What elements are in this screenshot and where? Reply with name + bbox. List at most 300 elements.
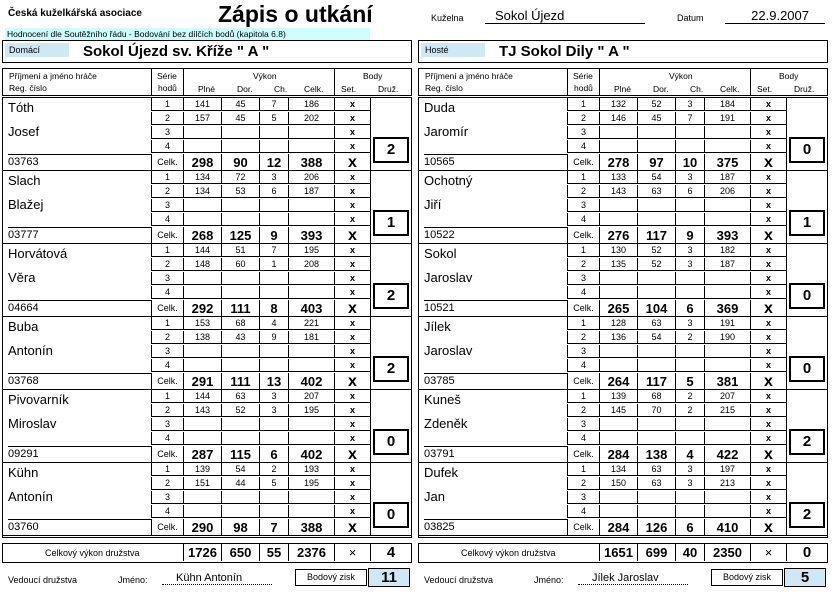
series-value bbox=[288, 199, 334, 212]
set-mark: x bbox=[334, 185, 370, 198]
player-total-value: 393 bbox=[288, 227, 334, 244]
total-label: Celk. bbox=[151, 519, 183, 536]
series-value: 45 bbox=[637, 112, 675, 125]
team-total-points: 0 bbox=[786, 544, 827, 561]
series-row bbox=[567, 418, 786, 431]
set-mark: x bbox=[334, 154, 370, 171]
series-value bbox=[259, 359, 288, 372]
series-value bbox=[288, 491, 334, 504]
series-value: 3 bbox=[675, 317, 704, 330]
player-total-value: 381 bbox=[704, 373, 750, 390]
player-total-value: 410 bbox=[704, 519, 750, 536]
series-value bbox=[675, 345, 704, 358]
set-mark: x bbox=[750, 272, 786, 285]
series-value: 128 bbox=[599, 317, 637, 330]
player-total-value: 264 bbox=[599, 373, 637, 390]
player-reg-number: 10521 bbox=[424, 300, 567, 317]
series-number: 2 bbox=[151, 404, 183, 417]
series-value: 68 bbox=[221, 317, 259, 330]
series-value: 3 bbox=[675, 171, 704, 184]
points-gain-value: 5 bbox=[784, 568, 826, 587]
player-surname: Jílek bbox=[424, 319, 451, 334]
series-value: 187 bbox=[288, 185, 334, 198]
series-value: 134 bbox=[183, 171, 221, 184]
series-value bbox=[288, 213, 334, 226]
player-name-cell bbox=[3, 390, 151, 463]
col-name-header: Příjmení a jméno hráče bbox=[9, 71, 97, 81]
series-value: 5 bbox=[259, 477, 288, 490]
set-mark: x bbox=[334, 213, 370, 226]
set-mark: x bbox=[334, 126, 370, 139]
player-firstname: Josef bbox=[8, 124, 40, 139]
team-points-cell bbox=[370, 171, 411, 244]
series-value bbox=[599, 432, 637, 445]
series-value: 51 bbox=[221, 244, 259, 257]
series-value bbox=[259, 418, 288, 431]
series-value: 143 bbox=[183, 404, 221, 417]
team-points-cell bbox=[370, 244, 411, 317]
series-value: 53 bbox=[221, 185, 259, 198]
series-value bbox=[183, 126, 221, 139]
total-row bbox=[567, 519, 786, 536]
player-name-cell bbox=[3, 317, 151, 390]
series-value bbox=[675, 213, 704, 226]
player-total-value: 9 bbox=[675, 227, 704, 244]
series-value bbox=[637, 272, 675, 285]
set-mark: x bbox=[750, 505, 786, 518]
set-mark: x bbox=[750, 244, 786, 257]
series-value bbox=[704, 286, 750, 299]
series-value bbox=[675, 505, 704, 518]
page-title: Zápis o utkání bbox=[218, 1, 373, 27]
team-points-value: 0 bbox=[789, 356, 825, 382]
scoring-note: Hodnocení dle Soutěžního řádu - Bodování bez dílčích bodů (kapitola 6.8) bbox=[5, 28, 370, 40]
set-mark: x bbox=[334, 199, 370, 212]
total-label: Celk. bbox=[151, 300, 183, 317]
series-value bbox=[704, 491, 750, 504]
series-row bbox=[151, 418, 370, 431]
player-total-value: 117 bbox=[637, 373, 675, 390]
series-row bbox=[567, 505, 786, 518]
col-name-header: Příjmení a jméno hráče bbox=[425, 71, 513, 81]
series-value: 52 bbox=[637, 244, 675, 257]
player-block bbox=[419, 244, 827, 317]
series-value bbox=[221, 213, 259, 226]
series-value bbox=[221, 272, 259, 285]
player-firstname: Miroslav bbox=[8, 416, 57, 431]
team-name: TJ Sokol Dily " A " bbox=[499, 43, 630, 60]
player-firstname: Věra bbox=[8, 270, 36, 285]
column-headers bbox=[418, 68, 828, 96]
series-row bbox=[151, 505, 370, 518]
player-surname: Slach bbox=[8, 173, 41, 188]
series-value: 7 bbox=[259, 98, 288, 111]
player-total-value: 4 bbox=[675, 446, 704, 463]
series-value bbox=[183, 418, 221, 431]
player-total-value: 290 bbox=[183, 519, 221, 536]
series-value bbox=[599, 418, 637, 431]
col-plne-header: Plné bbox=[198, 84, 216, 94]
series-value bbox=[675, 359, 704, 372]
series-value: 72 bbox=[221, 171, 259, 184]
series-number: 2 bbox=[151, 112, 183, 125]
total-label: Celk. bbox=[567, 519, 599, 536]
player-reg-number: 03777 bbox=[8, 227, 151, 244]
leader-label: Vedoucí družstva bbox=[424, 575, 494, 585]
col-dor-header: Dor. bbox=[653, 84, 669, 94]
set-mark: x bbox=[750, 491, 786, 504]
team-name: Sokol Újezd sv. Kříže " A " bbox=[83, 43, 270, 60]
series-row bbox=[151, 317, 370, 330]
series-row bbox=[151, 286, 370, 299]
series-value: 186 bbox=[288, 98, 334, 111]
series-value: 191 bbox=[704, 317, 750, 330]
player-firstname: Antonín bbox=[8, 343, 53, 358]
player-firstname: Jan bbox=[424, 489, 445, 504]
team-total-mark: × bbox=[750, 544, 786, 561]
player-reg-number: 03760 bbox=[8, 519, 151, 536]
team-total-label: Celkový výkon družstva bbox=[461, 548, 556, 558]
player-name-cell bbox=[419, 317, 567, 390]
set-mark: x bbox=[334, 345, 370, 358]
series-number: 4 bbox=[151, 432, 183, 445]
set-mark: x bbox=[334, 112, 370, 125]
series-number: 4 bbox=[567, 213, 599, 226]
set-mark: x bbox=[334, 272, 370, 285]
series-value bbox=[288, 505, 334, 518]
series-value bbox=[599, 140, 637, 153]
player-total-value: 388 bbox=[288, 154, 334, 171]
set-mark: x bbox=[334, 98, 370, 111]
player-block bbox=[3, 390, 411, 463]
player-grid bbox=[418, 97, 828, 538]
series-value bbox=[221, 359, 259, 372]
points-gain-value: 11 bbox=[368, 568, 410, 587]
series-value bbox=[704, 418, 750, 431]
player-surname: Kuneš bbox=[424, 392, 461, 407]
series-value bbox=[599, 272, 637, 285]
series-value bbox=[599, 286, 637, 299]
player-total-value: 115 bbox=[221, 446, 259, 463]
series-number: 1 bbox=[567, 98, 599, 111]
series-number: 4 bbox=[567, 359, 599, 372]
team-total-value: 650 bbox=[221, 544, 259, 561]
player-surname: Dufek bbox=[424, 465, 458, 480]
team-bar bbox=[2, 40, 412, 63]
series-value: 63 bbox=[637, 477, 675, 490]
player-total-value: 90 bbox=[221, 154, 259, 171]
set-mark: x bbox=[334, 244, 370, 257]
series-value: 141 bbox=[183, 98, 221, 111]
series-value: 63 bbox=[637, 463, 675, 476]
series-value bbox=[599, 199, 637, 212]
series-value: 9 bbox=[259, 331, 288, 344]
set-mark: x bbox=[750, 98, 786, 111]
team-total-value: 40 bbox=[675, 544, 704, 561]
series-row bbox=[151, 432, 370, 445]
name-label: Jméno: bbox=[118, 575, 148, 585]
series-value: 202 bbox=[288, 112, 334, 125]
series-number: 3 bbox=[151, 126, 183, 139]
player-total-value: 369 bbox=[704, 300, 750, 317]
series-value bbox=[675, 272, 704, 285]
set-mark: x bbox=[750, 331, 786, 344]
series-value bbox=[637, 213, 675, 226]
player-total-value: 298 bbox=[183, 154, 221, 171]
set-mark: x bbox=[334, 258, 370, 271]
player-surname: Kühn bbox=[8, 465, 39, 480]
player-name-cell bbox=[3, 171, 151, 244]
team-points-value: 2 bbox=[373, 283, 409, 309]
series-value bbox=[288, 432, 334, 445]
series-number: 1 bbox=[151, 390, 183, 403]
player-total-value: 287 bbox=[183, 446, 221, 463]
points-gain-label: Bodový zisk bbox=[295, 569, 367, 586]
series-value: 43 bbox=[221, 331, 259, 344]
series-value: 207 bbox=[288, 390, 334, 403]
series-value bbox=[675, 418, 704, 431]
series-row bbox=[567, 286, 786, 299]
team-total-value: 55 bbox=[259, 544, 288, 561]
series-value bbox=[288, 126, 334, 139]
col-series-divider bbox=[567, 69, 568, 95]
series-number: 1 bbox=[567, 390, 599, 403]
series-value bbox=[637, 505, 675, 518]
series-number: 2 bbox=[567, 477, 599, 490]
player-total-value: 393 bbox=[704, 227, 750, 244]
col-reg-header: Reg. číslo bbox=[9, 83, 47, 93]
series-value: 132 bbox=[599, 98, 637, 111]
series-number: 4 bbox=[151, 286, 183, 299]
player-block bbox=[3, 171, 411, 244]
team-points-cell bbox=[786, 463, 827, 536]
player-total-value: 12 bbox=[259, 154, 288, 171]
series-value: 63 bbox=[637, 317, 675, 330]
player-total-value: 422 bbox=[704, 446, 750, 463]
series-row bbox=[567, 140, 786, 153]
series-row bbox=[151, 185, 370, 198]
series-row bbox=[151, 272, 370, 285]
player-block bbox=[419, 317, 827, 390]
team-total-value: 1726 bbox=[183, 544, 221, 561]
player-total-value: 388 bbox=[288, 519, 334, 536]
series-value bbox=[637, 418, 675, 431]
series-value: 134 bbox=[183, 185, 221, 198]
set-mark: x bbox=[750, 432, 786, 445]
set-mark: x bbox=[334, 519, 370, 536]
player-reg-number: 10522 bbox=[424, 227, 567, 244]
series-value bbox=[221, 199, 259, 212]
series-number: 4 bbox=[567, 286, 599, 299]
series-value: 2 bbox=[675, 390, 704, 403]
player-total-value: 10 bbox=[675, 154, 704, 171]
series-row bbox=[151, 491, 370, 504]
series-value: 7 bbox=[675, 112, 704, 125]
series-value: 144 bbox=[183, 244, 221, 257]
team-total-mark: × bbox=[334, 544, 370, 561]
series-value: 187 bbox=[704, 258, 750, 271]
series-value: 3 bbox=[675, 258, 704, 271]
set-mark: x bbox=[750, 463, 786, 476]
series-value: 54 bbox=[637, 331, 675, 344]
team-points-cell bbox=[370, 463, 411, 536]
set-mark: x bbox=[334, 477, 370, 490]
series-value: 54 bbox=[637, 171, 675, 184]
series-value: 153 bbox=[183, 317, 221, 330]
total-label: Celk. bbox=[567, 154, 599, 171]
series-value bbox=[221, 432, 259, 445]
set-mark: x bbox=[334, 491, 370, 504]
series-row bbox=[567, 345, 786, 358]
player-block bbox=[3, 463, 411, 536]
series-number: 3 bbox=[151, 491, 183, 504]
series-number: 1 bbox=[567, 244, 599, 257]
series-row bbox=[567, 359, 786, 372]
series-value: 150 bbox=[599, 477, 637, 490]
col-celk-header: Celk. bbox=[304, 84, 324, 94]
player-name-cell bbox=[419, 244, 567, 317]
set-mark: x bbox=[334, 463, 370, 476]
series-number: 1 bbox=[151, 317, 183, 330]
series-number: 3 bbox=[567, 126, 599, 139]
series-number: 1 bbox=[567, 463, 599, 476]
series-value bbox=[183, 359, 221, 372]
series-number: 3 bbox=[151, 345, 183, 358]
series-row bbox=[151, 477, 370, 490]
series-value: 133 bbox=[599, 171, 637, 184]
col-series-header: Série bbox=[157, 71, 177, 81]
team-points-value: 0 bbox=[373, 429, 409, 455]
series-value bbox=[675, 140, 704, 153]
total-row bbox=[151, 154, 370, 171]
player-total-value: 111 bbox=[221, 300, 259, 317]
series-value: 45 bbox=[221, 98, 259, 111]
series-value: 195 bbox=[288, 244, 334, 257]
col-reg-header: Reg. číslo bbox=[425, 83, 463, 93]
series-value: 45 bbox=[221, 112, 259, 125]
series-number: 3 bbox=[567, 418, 599, 431]
series-value bbox=[288, 272, 334, 285]
series-value: 3 bbox=[675, 244, 704, 257]
series-value bbox=[221, 126, 259, 139]
series-value: 193 bbox=[288, 463, 334, 476]
series-value bbox=[637, 126, 675, 139]
player-total-value: 111 bbox=[221, 373, 259, 390]
col-hodu-header: hodů bbox=[574, 83, 593, 93]
series-value: 3 bbox=[675, 463, 704, 476]
date-label: Datum bbox=[677, 13, 704, 23]
series-value bbox=[259, 491, 288, 504]
team-total-label: Celkový výkon družstva bbox=[45, 548, 140, 558]
series-value: 208 bbox=[288, 258, 334, 271]
series-value bbox=[259, 199, 288, 212]
series-value bbox=[675, 491, 704, 504]
series-value bbox=[288, 418, 334, 431]
series-value bbox=[288, 140, 334, 153]
set-mark: x bbox=[334, 227, 370, 244]
series-value bbox=[637, 140, 675, 153]
series-value bbox=[675, 199, 704, 212]
player-firstname: Jaroslav bbox=[424, 343, 473, 358]
series-number: 2 bbox=[151, 477, 183, 490]
series-value: 70 bbox=[637, 404, 675, 417]
series-row bbox=[567, 491, 786, 504]
series-value: 143 bbox=[599, 185, 637, 198]
series-value bbox=[704, 126, 750, 139]
series-row bbox=[567, 463, 786, 476]
player-name-cell bbox=[3, 463, 151, 536]
total-label: Celk. bbox=[567, 446, 599, 463]
set-mark: x bbox=[334, 286, 370, 299]
series-value bbox=[221, 418, 259, 431]
series-row bbox=[567, 258, 786, 271]
series-value bbox=[704, 345, 750, 358]
series-value bbox=[637, 286, 675, 299]
series-value: 6 bbox=[675, 185, 704, 198]
date-value: 22.9.2007 bbox=[725, 8, 825, 24]
series-number: 1 bbox=[567, 171, 599, 184]
series-value bbox=[675, 432, 704, 445]
col-series-header: Série bbox=[573, 71, 593, 81]
series-value bbox=[259, 286, 288, 299]
series-value bbox=[704, 199, 750, 212]
series-row bbox=[151, 345, 370, 358]
set-mark: x bbox=[750, 404, 786, 417]
set-mark: x bbox=[334, 359, 370, 372]
series-value bbox=[183, 286, 221, 299]
series-value: 181 bbox=[288, 331, 334, 344]
series-number: 4 bbox=[567, 432, 599, 445]
total-row bbox=[151, 300, 370, 317]
set-mark: x bbox=[334, 331, 370, 344]
player-total-value: 126 bbox=[637, 519, 675, 536]
series-value: 52 bbox=[637, 98, 675, 111]
series-value bbox=[599, 213, 637, 226]
series-value: 207 bbox=[704, 390, 750, 403]
set-mark: x bbox=[750, 359, 786, 372]
series-value bbox=[183, 199, 221, 212]
player-total-value: 104 bbox=[637, 300, 675, 317]
set-mark: x bbox=[750, 199, 786, 212]
points-gain-label: Bodový zisk bbox=[711, 569, 783, 586]
series-row bbox=[567, 317, 786, 330]
series-value: 7 bbox=[259, 244, 288, 257]
set-mark: x bbox=[334, 432, 370, 445]
series-row bbox=[567, 199, 786, 212]
col-ch-header: Ch. bbox=[690, 84, 704, 94]
series-value: 146 bbox=[599, 112, 637, 125]
header bbox=[0, 0, 839, 40]
series-row bbox=[151, 258, 370, 271]
team-points-value: 2 bbox=[789, 429, 825, 455]
series-number: 2 bbox=[151, 185, 183, 198]
series-number: 1 bbox=[151, 244, 183, 257]
series-value bbox=[221, 286, 259, 299]
series-row bbox=[151, 463, 370, 476]
series-row bbox=[567, 432, 786, 445]
series-number: 1 bbox=[151, 98, 183, 111]
player-reg-number: 03791 bbox=[424, 446, 567, 463]
series-row bbox=[151, 112, 370, 125]
series-number: 3 bbox=[567, 272, 599, 285]
series-row bbox=[567, 244, 786, 257]
set-mark: x bbox=[750, 345, 786, 358]
series-number: 2 bbox=[567, 185, 599, 198]
series-value bbox=[704, 359, 750, 372]
series-number: 4 bbox=[567, 140, 599, 153]
col-celk-header: Celk. bbox=[720, 84, 740, 94]
player-surname: Ochotný bbox=[424, 173, 473, 188]
